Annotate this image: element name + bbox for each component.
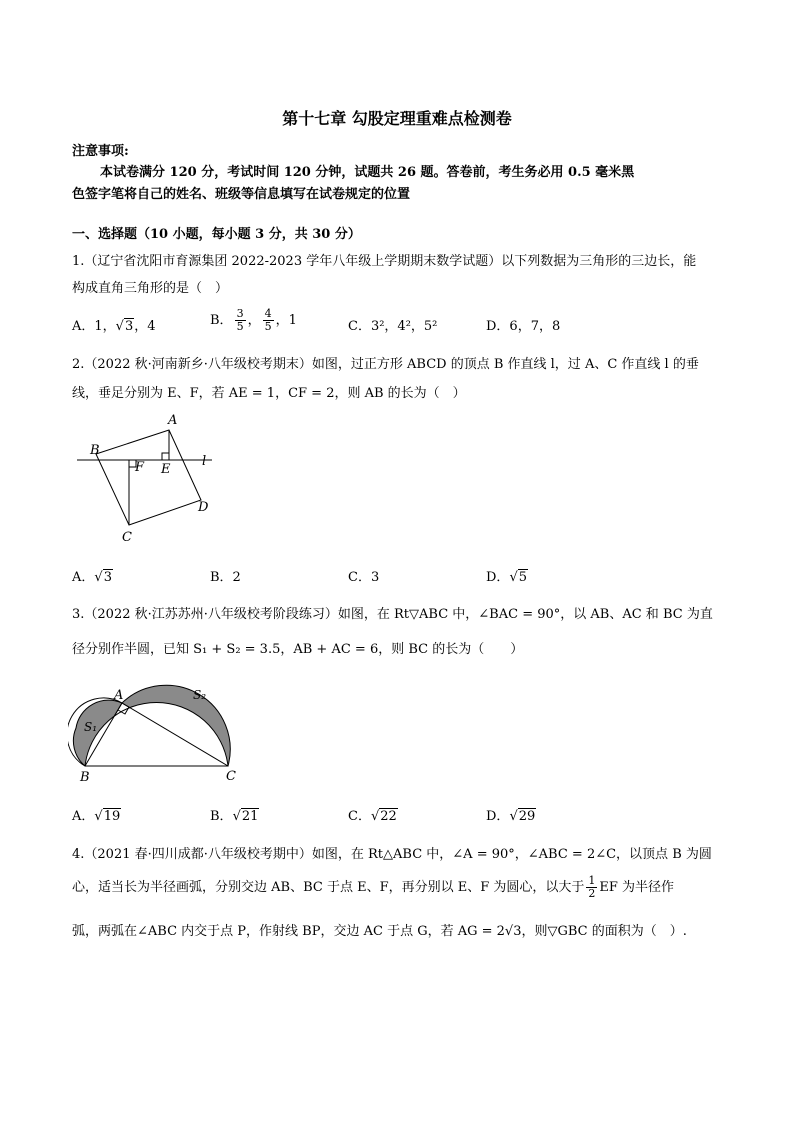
q3-label-b: B [80,770,90,785]
q2-option-d: D．√5 [486,570,528,585]
q2-stem-line-2: 线，垂足分别为 E、F，若 AE = 1，CF = 2，则 AB 的长为（ ） [72,386,466,401]
q1-option-c: C．3²，4²，5² [348,319,438,334]
q3-stem-line-2: 径分别作半圆，已知 S₁ + S₂ = 3.5，AB + AC = 6，则 BC 的长为（ ） [72,642,524,657]
q1-option-b: B． $\frac{3}{5}$ ， $\frac{4}{5}$ ，1 [210,307,297,333]
q3-label-s2: S₂ [193,688,207,702]
q4-stem-line-1: 4.（2021 春·四川成都·八年级校考期中）如图，在 Rt△ABC 中，∠A = 90°，∠ABC = 2∠C，以顶点 B 为圆 [72,847,712,862]
q2-label-a: A [168,413,178,428]
q2-label-d: D [198,500,209,515]
q2-label-l: l [202,454,207,469]
q3-option-b: B．√21 [210,809,259,824]
q2-square-figure [72,408,232,548]
q4-stem-line-3: 弧，两弧在∠ABC 内交于点 P，作射线 BP，交边 AC 于点 G，若 AG = 2√3，则▽GBC 的面积为（ ）. [72,924,687,939]
q3-option-c: C．√22 [348,809,397,824]
q2-option-c: C．3 [348,570,380,585]
section-heading: 一、选择题（10 小题，每小题 3 分，共 30 分） [72,227,361,242]
q2-option-a: A．√3 [72,570,112,585]
q1-stem-line-1: 1.（辽宁省沈阳市育源集团 2022-2023 学年八年级上学期期末数学试题）以下列数据为三角形的三边长，能 [72,254,697,269]
q3-label-s1: S₁ [84,720,98,734]
q2-label-c: C [122,530,132,545]
q3-option-a: A．√19 [72,809,121,824]
notice-heading: 注意事项: [72,144,129,159]
notice-line-2: 色签字笔将自己的姓名、班级等信息填写在试卷规定的位置 [72,187,411,202]
q2-stem-line-1: 2.（2022 秋·河南新乡·八年级校考期末）如图，过正方形 ABCD 的顶点 B 作直线 l，过 A、C 作直线 l 的垂 [72,357,699,372]
q2-option-b: B．2 [210,570,241,585]
q3-label-a: A [114,688,124,703]
q2-label-e: E [161,462,171,477]
notice-line-1: 本试卷满分 120 分，考试时间 120 分钟，试题共 26 题。答卷前，考生务必用 0.5 毫米黑 [100,165,635,180]
q1-stem-line-2: 构成直角三角形的是（ ） [72,281,229,296]
q1-option-a: A．1，√3，4 [72,319,156,334]
q3-label-c: C [226,769,236,784]
q2-label-b: B [90,443,100,458]
page-title: 第十七章 勾股定理重难点检测卷 [282,109,512,128]
q3-option-d: D．√29 [486,809,536,824]
q4-stem-line-2: 心，适当长为半径画弧，分别交边 AB、BC 于点 E、F，再分别以 E、F 为圆心，以大于 $\frac{1}{2}$ EF 为半径作 [72,874,675,900]
q1-option-d: D．6，7，8 [486,319,561,334]
q2-label-f: F [135,460,145,475]
q3-semicircle-figure [68,668,258,786]
q3-stem-line-1: 3.（2022 秋·江苏苏州·八年级校考阶段练习）如图，在 Rt▽ABC 中，∠BAC = 90°，以 AB、AC 和 BC 为直 [72,607,713,622]
